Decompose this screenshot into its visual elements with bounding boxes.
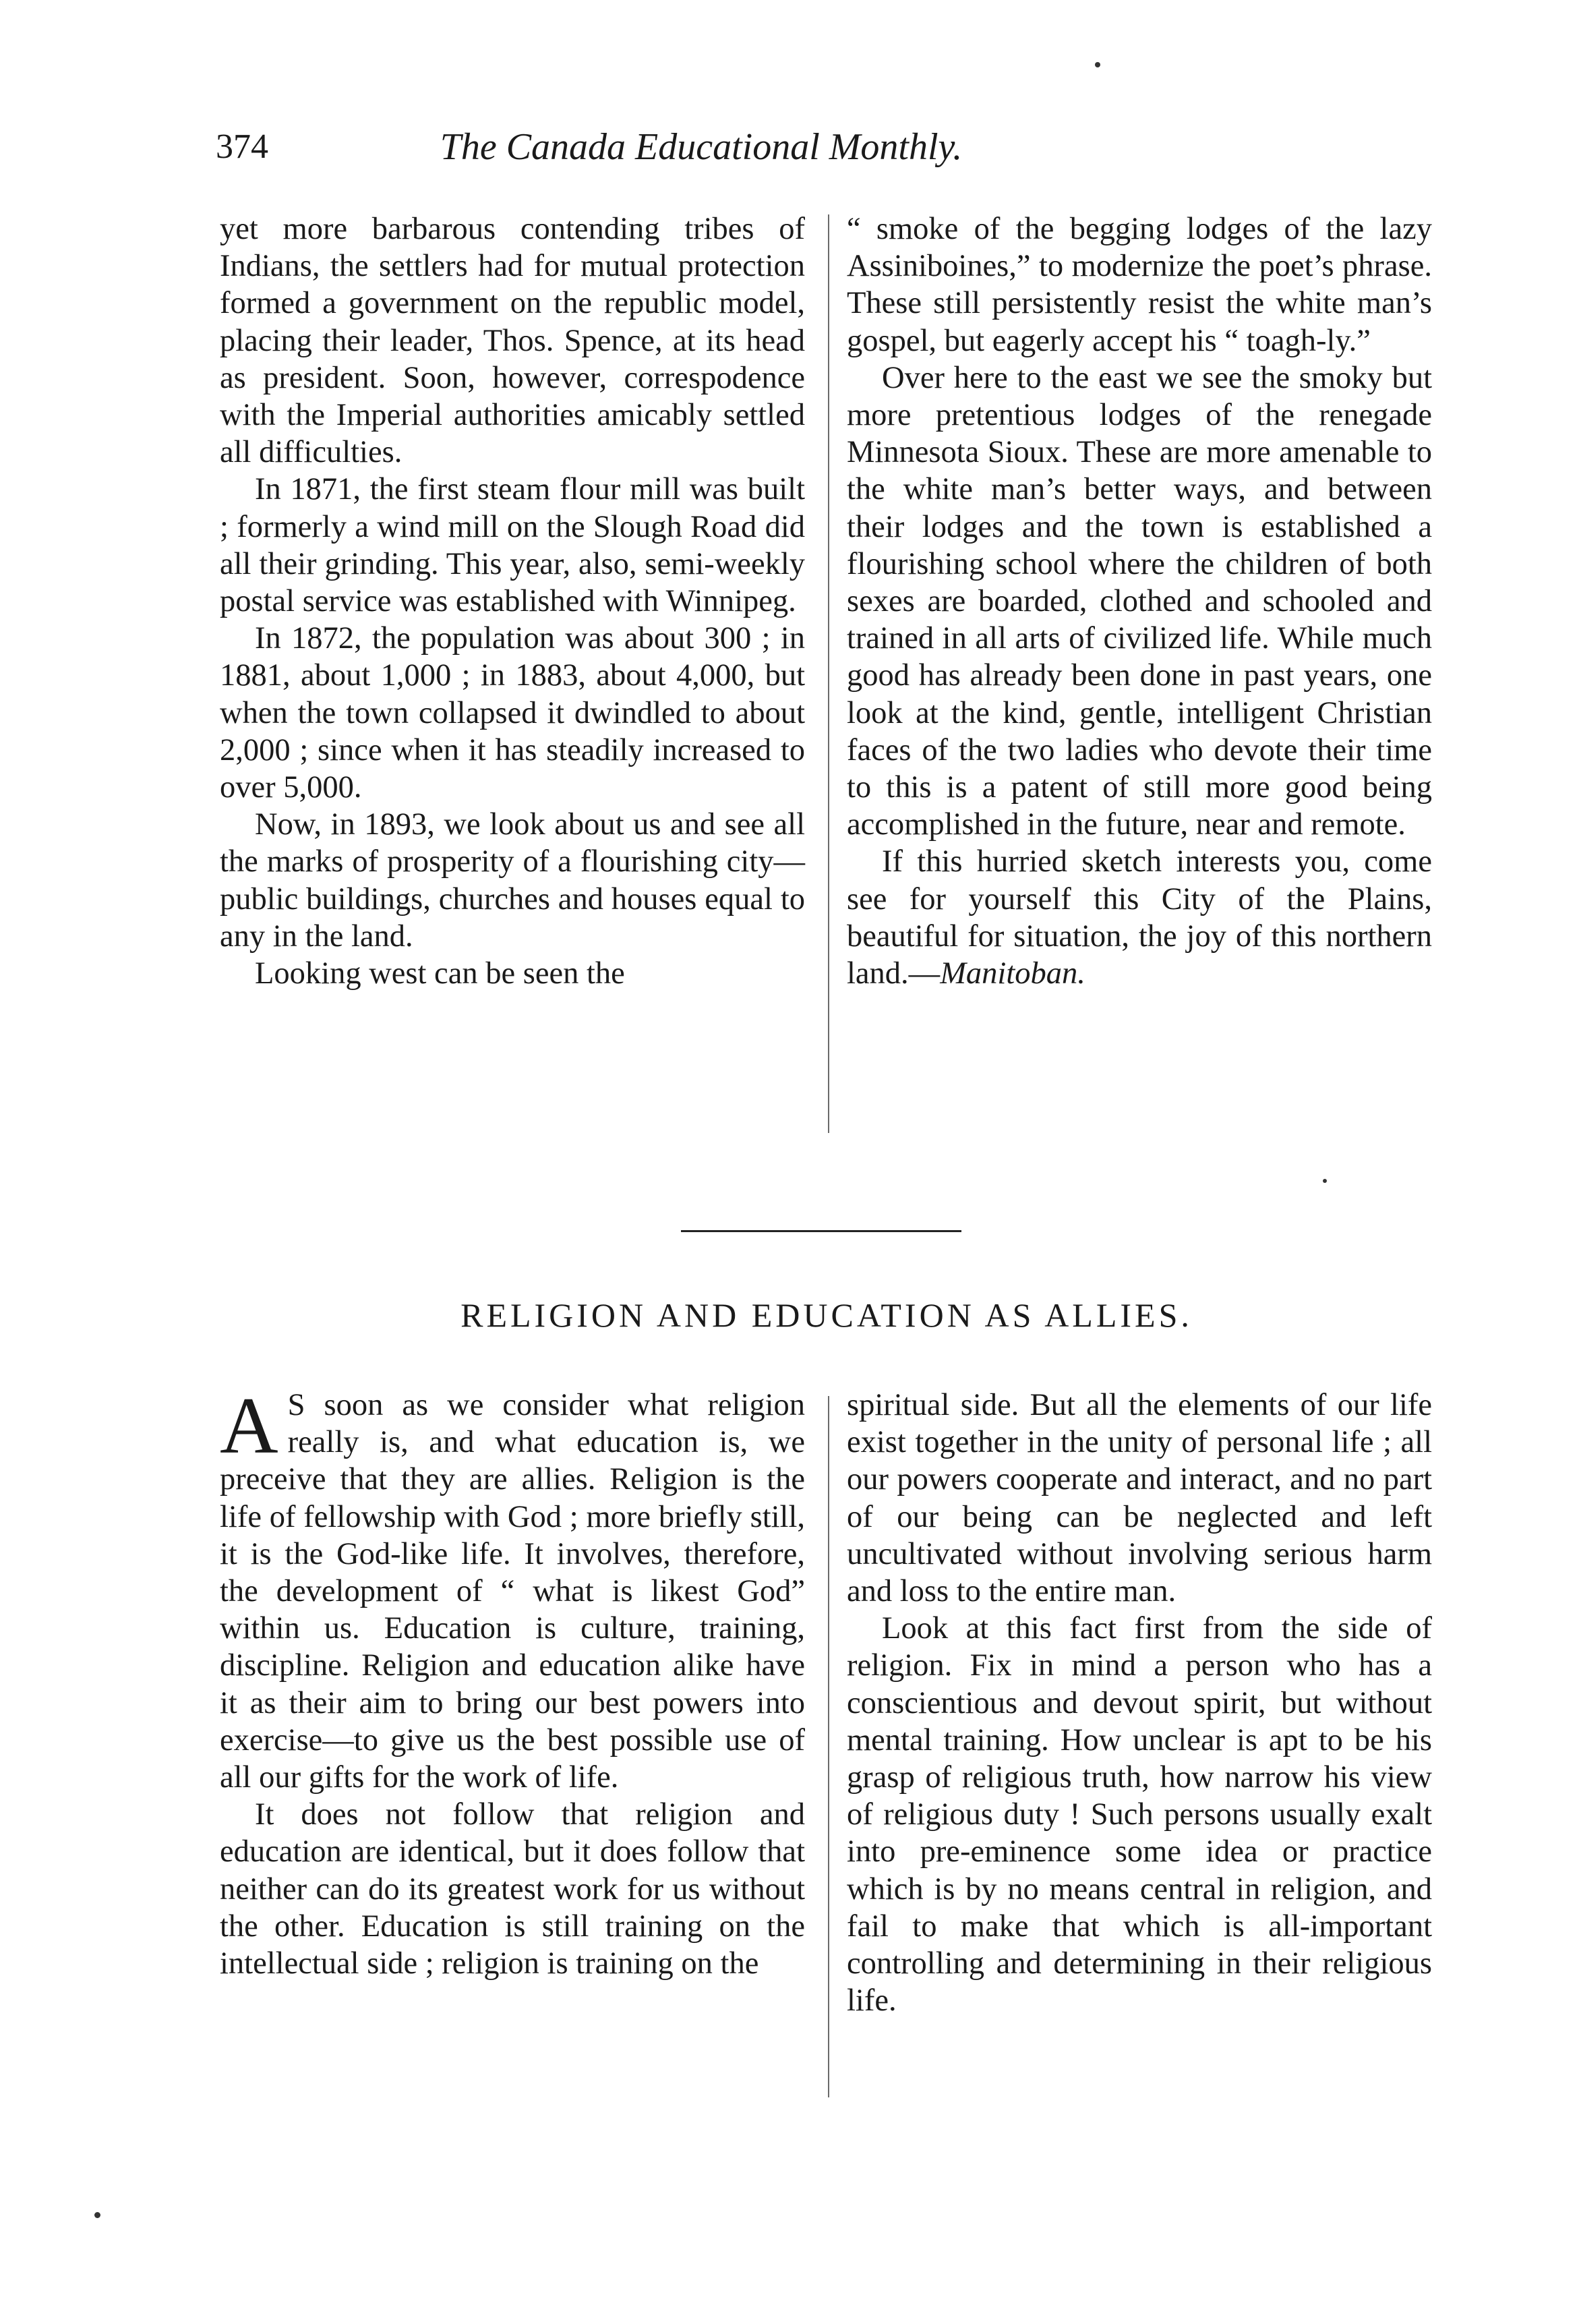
paragraph bbox=[847, 843, 1432, 992]
article-title: RELIGION AND EDUCATION AS ALLIES. bbox=[460, 1296, 1193, 1334]
section-divider bbox=[681, 1230, 961, 1232]
page-number: 374 bbox=[216, 127, 268, 166]
print-speck bbox=[1323, 1179, 1327, 1183]
paragraph: It does not follow that religion and education are identical, but it does follow that neither can do its greatest work for us without the other. Education is still training on the intellectual side ; religion is training on the bbox=[220, 1797, 805, 1981]
paragraph: Looking west can be seen the bbox=[255, 956, 625, 991]
article1-left-column bbox=[220, 210, 805, 992]
paragraph: Look at this fact first from the side of religion. Fix in mind a person who has a conscientious and devout spirit, but without mental training. How unclear is apt to be his grasp of religious truth, how narrow his view of religious duty ! Such persons usually exalt into pre-eminence some idea or practice which is by no means central in religion, and fail to make that which is all-important controlling and determining in their religious life. bbox=[847, 1611, 1432, 2018]
page-header bbox=[216, 120, 1187, 174]
column-divider bbox=[828, 214, 829, 1133]
paragraph: In 1872, the population was about 300 ; in 1881, about 1,000 ; in 1883, about 4,000, but when the town collapsed it dwindled to about 2,000 ; since when it has steadily increased to over 5,000. bbox=[220, 621, 805, 805]
paragraph-text: S soon as we consider what religion really is, and what education is, we preceive that they are allies. Religion is the life of fellowship with God ; more briefly still, it is the God-like life. It involves, therefore, the development of “ what is likest God” within us. Education is culture, training, discipline. Religion and education alike have it as their aim to bring our best powers into exercise—to give us the best possible use of all our gifts for the work of life. bbox=[220, 1388, 805, 1795]
article2-left-column bbox=[220, 1381, 805, 1982]
column-divider bbox=[828, 1396, 829, 2097]
print-speck bbox=[1095, 62, 1100, 67]
drop-cap: A bbox=[220, 1381, 278, 1470]
paragraph bbox=[220, 1381, 805, 1796]
article1-right-column bbox=[847, 210, 1432, 992]
paragraph: In 1871, the first steam flour mill was built ; formerly a wind mill on the Slough Road did all their grinding. This year, also, semi-weekly postal service was established with Winnipeg. bbox=[220, 472, 805, 619]
paragraph: Over here to the east we see the smoky but more pretentious lodges of the renegade Minnesota Sioux. These are more amenable to the white man’s better ways, and between their lodges and the town is established a flourishing school where the children of both sexes are boarded, clothed and schooled and trained in all arts of civilized life. While much good has already been done in past years, one look at the kind, gentle, intelligent Christian faces of the two ladies who devote their time to this is a patent of still more good being accomplished in the future, near and remote. bbox=[847, 360, 1432, 842]
article2-right-column bbox=[847, 1387, 1432, 2019]
paragraph: yet more barbarous contending tribes of Indians, the settlers had for mutual protection formed a government on the republic model, placing their leader, Thos. Spence, at its head as president. Soon, however, correspodence with the Imperial authorities amicably settled all difficulties. bbox=[220, 212, 805, 470]
paragraph: “ smoke of the begging lodges of the lazy Assiniboines,” to modernize the poet’s phrase. These still persistently resist the white man’s gospel, but eagerly accept his “ toagh-ly.” bbox=[847, 212, 1432, 358]
running-title: The Canada Educational Monthly. bbox=[440, 126, 963, 168]
paragraph-text: If this hurried sketch interests you, come see for yourself this City of the Plains, beautiful for situation, the joy of this northern land.— bbox=[847, 844, 1432, 991]
print-speck bbox=[94, 2212, 100, 2218]
paragraph: spiritual side. But all the elements of our life exist together in the unity of personal life ; all our powers cooperate and interact, and no part of our being can be neglected and left uncultivated without involving serious harm and loss to the entire man. bbox=[847, 1388, 1432, 1609]
signature: Manitoban. bbox=[940, 956, 1085, 991]
paragraph: Now, in 1893, we look about us and see all the marks of prosperity of a flourishing city—public buildings, churches and houses equal to any in the land. bbox=[220, 807, 805, 954]
